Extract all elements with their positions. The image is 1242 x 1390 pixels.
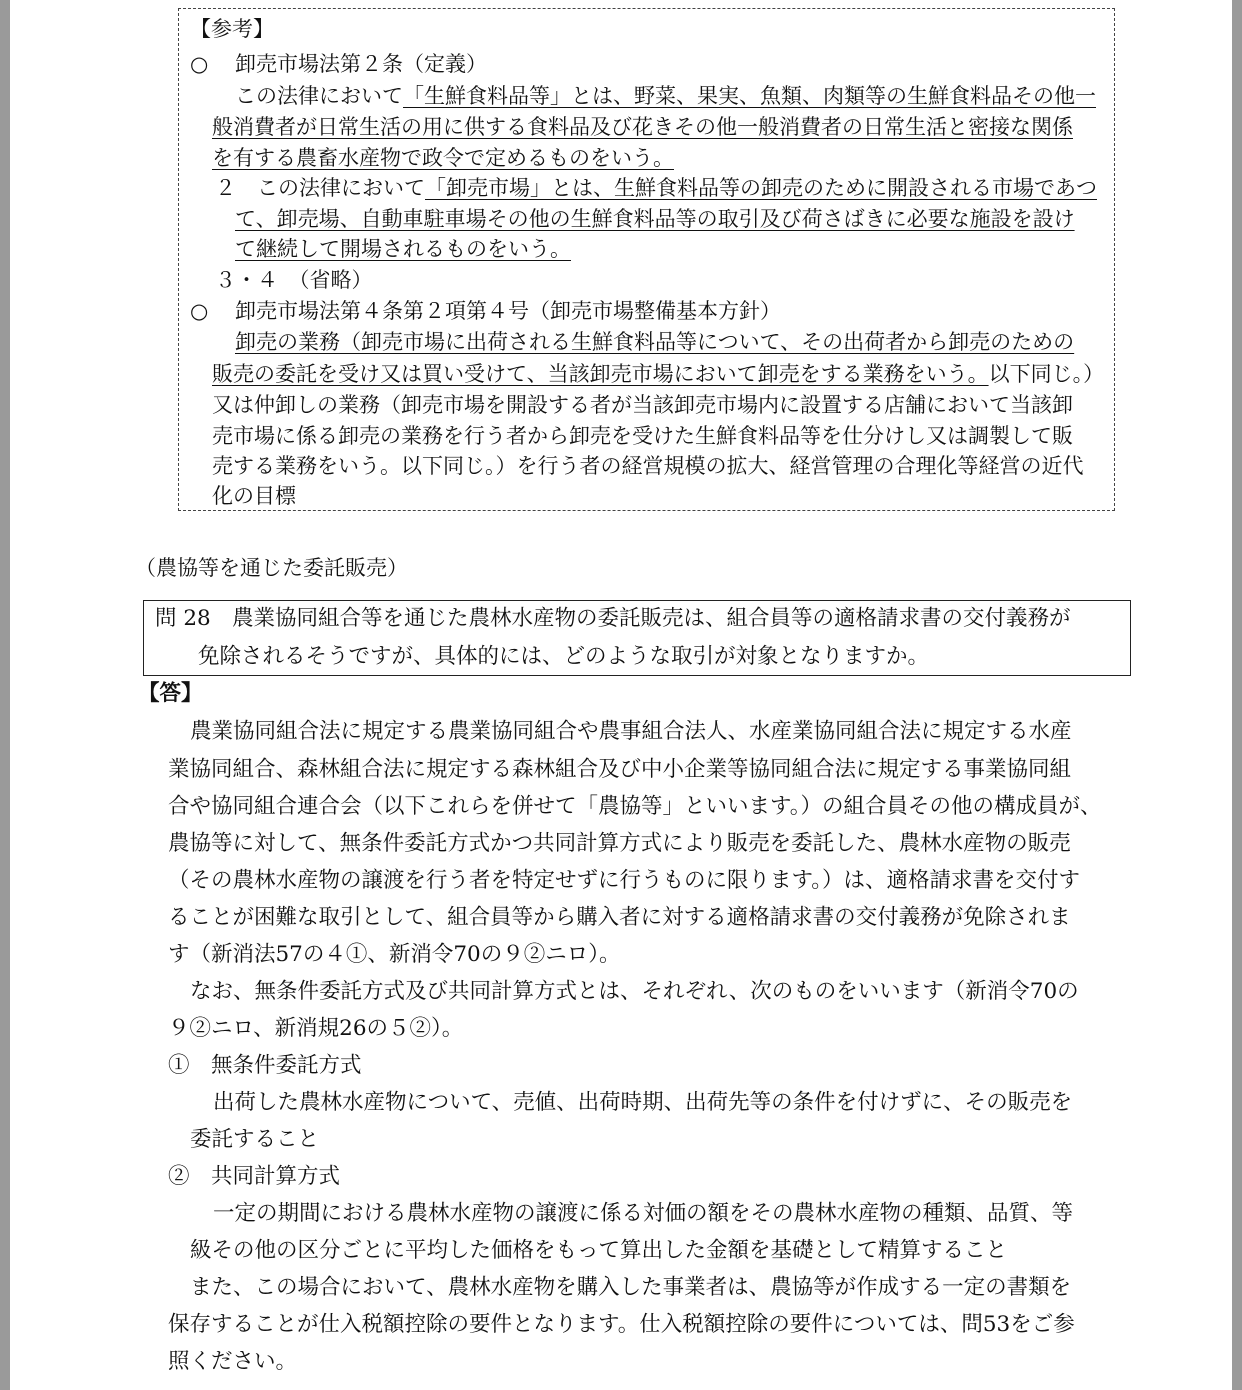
answer-line-1: 農業協同組合法に規定する農業協同組合や農事組合法人、水産業協同組合法に規定する水産 bbox=[190, 719, 1072, 744]
section-title: （農協等を通じた委託販売） bbox=[135, 556, 408, 580]
reference-item2-line5: 売する業務をいう。以下同じ。）を行う者の経営規模の拡大、経営管理の合理化等経営の近代 bbox=[212, 454, 1084, 478]
para2-underlined-1: 「卸売市場」とは、生鮮食料品等の卸売のために開設される市場であつ bbox=[425, 176, 1097, 200]
answer-item2-title: ② 共同計算方式 bbox=[168, 1164, 341, 1189]
reference-item1-title: 卸売市場法第２条（定義） bbox=[235, 52, 487, 76]
reference-item2-title: 卸売市場法第４条第２項第４号（卸売市場整備基本方針） bbox=[235, 299, 781, 323]
reference-item1-para2-line3: て継続して開場されるものをいう。 bbox=[235, 237, 571, 261]
answer-line-2: 業協同組合、森林組合法に規定する森林組合及び中小企業等協同組合法に規定する事業協同組 bbox=[168, 757, 1072, 782]
answer-item1-title: ① 無条件委託方式 bbox=[168, 1053, 362, 1078]
answer-item2-line1: 一定の期間における農林水産物の譲渡に係る対価の額をその農林水産物の種類、品質、等 bbox=[213, 1201, 1074, 1226]
reference-item1-para2-line2: て、卸売場、自動車駐車場その他の生鮮食料品等の取引及び荷さばきに必要な施設を設け bbox=[235, 207, 1075, 231]
answer-closing-line1: また、この場合において、農林水産物を購入した事業者は、農協等が作成する一定の書類を bbox=[190, 1275, 1072, 1300]
para1-underlined-1: 「生鮮食料品等」とは、野菜、果実、魚類、肉類等の生鮮食料品その他一 bbox=[403, 84, 1096, 108]
reference-bullet-2: ○ bbox=[190, 299, 209, 323]
reference-heading: 【参考】 bbox=[190, 17, 274, 41]
para2-prefix: ２ この法律において bbox=[215, 176, 425, 200]
para1-prefix: この法律において bbox=[235, 84, 403, 108]
reference-item2-line4: 売市場に係る卸売の業務を行う者から卸売を受けた生鮮食料品等を仕分けし又は調製して販 bbox=[212, 424, 1073, 448]
reference-item2-line2 bbox=[212, 360, 1104, 388]
answer-item1-line1: 出荷した農林水産物について、売値、出荷時期、出荷先等の条件を付けずに、その販売を bbox=[213, 1090, 1073, 1115]
answer-item1-line2: 委託すること bbox=[190, 1127, 320, 1152]
item2-line2-tail: 以下同じ。） bbox=[988, 362, 1105, 386]
reference-item1-para1-line3: を有する農畜水産物で政令で定めるものをいう。 bbox=[212, 146, 674, 170]
question-line1: 農業協同組合等を通じた農林水産物の委託販売は、組合員等の適格請求書の交付義務が bbox=[232, 606, 1071, 631]
reference-item1-para1-line1 bbox=[235, 82, 1096, 110]
answer-closing-line2: 保存することが仕入税額控除の要件となります。仕入税額控除の要件については、問53をご参 bbox=[168, 1312, 1075, 1337]
reference-item2-line3: 又は仲卸しの業務（卸売市場を開設する者が当該卸売市場内に設置する店舗において当該卸 bbox=[212, 393, 1073, 417]
document-page bbox=[10, 0, 1232, 1390]
answer-line-4: 農協等に対して、無条件委託方式かつ共同計算方式により販売を委託した、農林水産物の販売 bbox=[168, 831, 1071, 856]
reference-item1-para2-line1 bbox=[215, 174, 1097, 202]
reference-item2-line1: 卸売の業務（卸売市場に出荷される生鮮食料品等について、その出荷者から卸売のための bbox=[235, 330, 1075, 354]
answer-closing-line3: 照ください。 bbox=[168, 1349, 298, 1374]
reference-bullet-1: ○ bbox=[190, 52, 209, 76]
reference-item2-line6: 化の目標 bbox=[212, 484, 296, 508]
question-label: 問 28 bbox=[155, 606, 211, 631]
answer-line-6: ることが困難な取引として、組合員等から購入者に対する適格請求書の交付義務が免除されま bbox=[168, 905, 1071, 930]
reference-omitted: ３・４ （省略） bbox=[215, 268, 373, 292]
answer-line-8: なお、無条件委託方式及び共同計算方式とは、それぞれ、次のものをいいます（新消令70の bbox=[190, 979, 1079, 1004]
answer-line-7: す（新消法57の４①、新消令70の９②ニロ）。 bbox=[168, 942, 621, 967]
answer-line-5: （その農林水産物の譲渡を行う者を特定せずに行うものに限ります。）は、適格請求書を交付す bbox=[168, 868, 1081, 893]
answer-heading: 【答】 bbox=[138, 681, 203, 706]
reference-item1-para1-line2: 般消費者が日常生活の用に供する食料品及び花きその他一般消費者の日常生活と密接な関係 bbox=[212, 115, 1073, 139]
answer-item2-line2: 級その他の区分ごとに平均した価格をもって算出した金額を基礎として精算すること bbox=[190, 1238, 1008, 1263]
item2-underlined-2: 販売の委託を受け又は買い受けて、当該卸売市場において卸売をする業務をいう。 bbox=[212, 362, 989, 386]
answer-line-9: ９②ニロ、新消規26の５②）。 bbox=[168, 1016, 464, 1041]
question-line2: 免除されるそうですが、具体的には、どのような取引が対象となりますか。 bbox=[198, 644, 930, 669]
answer-line-3: 合や協同組合連合会（以下これらを併せて「農協等」といいます。）の組合員その他の構成員が、 bbox=[168, 794, 1102, 819]
